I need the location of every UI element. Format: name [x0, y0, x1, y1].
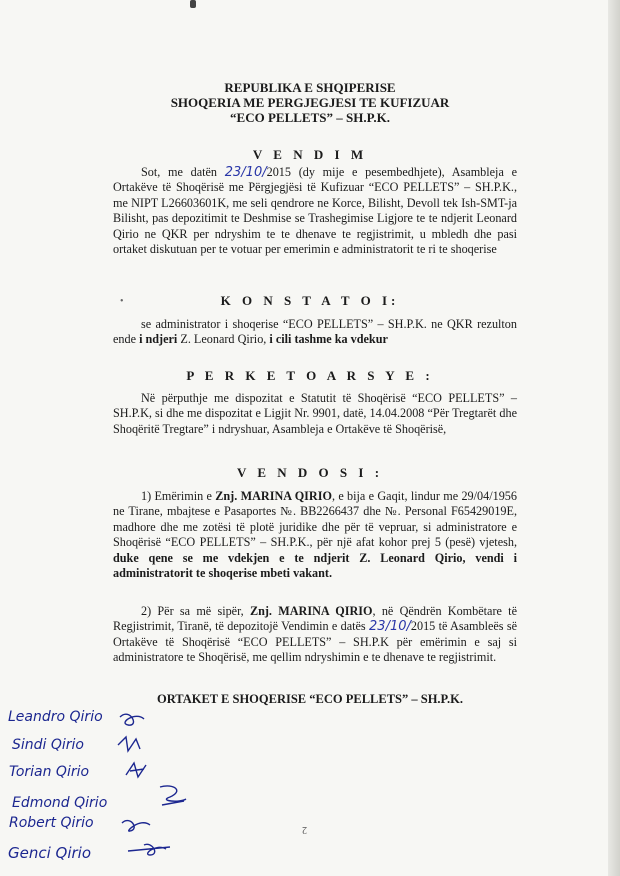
signature-genci: Genci Qirio: [8, 844, 92, 862]
vendosi-point-1: [113, 489, 517, 581]
scan-dot: •: [120, 296, 124, 307]
point1-text-a: 1) Emërimin e: [141, 489, 216, 503]
partners-heading: ORTAKET E SHOQERISE “ECO PELLETS” – SH.P.K.: [156, 692, 464, 706]
vendim-title: V E N D I M: [252, 147, 368, 162]
vendosi-title: V E N D O S I :: [236, 465, 384, 480]
konstatoi-bold-d: i cili tashme ka vdekur: [269, 332, 388, 347]
point1-bold: duke qene se me vdekjen e te ndjerit Z. Leonard Qirio, vendi i administratorit te shoqerise mbeti vakant.: [113, 550, 517, 581]
page-number: 2: [302, 824, 307, 835]
signature-torian: Torian Qirio: [9, 764, 90, 780]
vendim-text-b: 2015 (dy mije e pesembedhjete), Asambleja e Ortakëve të Shoqërisë me Përgjegjësi të Kufizuar “ECO PELLETS” – SH.P.K., me NIPT L26603601K, me seli qendrore ne Korce, Bilisht, Devoll tek Ish-SMT-ja Bilisht, pas depozitimit te Deshmise se Trashegimise Ligjore te te ndjerit Leonard Qirio ne QKR per ndryshim te te dhenave te regjistrimit, u mbledh dhe pasi ortaket diskutuan per te votuar per emerimin e administratorit te ri te shoqerise: [113, 165, 517, 257]
konstatoi-bold-a: i ndjeri: [139, 332, 178, 347]
signature-leandro: Leandro Qirio: [8, 709, 103, 725]
page-edge-shadow: [608, 0, 620, 876]
point2-text-b: , në Qëndrën Kombëtare të Regjistrimit, Tiranë, të depozitojë Vendimin e datës: [113, 604, 517, 634]
arsye-paragraph: [113, 391, 517, 437]
signature-edmond: Edmond Qirio: [12, 795, 108, 811]
vendim-paragraph: [113, 165, 517, 257]
handwritten-date: 23/10/: [224, 165, 267, 180]
konstatoi-paragraph: [113, 317, 517, 348]
vendosi-point-2: [113, 604, 517, 666]
signature-scribbles: [100, 705, 200, 865]
signature-sindi: Sindi Qirio: [12, 737, 84, 753]
point2-text-c: 2015 të Asambleës së Ortakëve të Shoqërisë “ECO PELLETS” – SH.P.K për emërimin e saj si administratore te Shoqërisë, me qellim ndryshimin e te dhenave te regjistrimit.: [113, 619, 518, 665]
point1-name: Znj. MARINA QIRIO: [215, 489, 332, 503]
vendim-text-a: Sot, me datën: [141, 165, 225, 179]
scan-mark: [190, 0, 196, 8]
point2-text-a: 2) Për sa më sipër,: [141, 604, 250, 618]
header-line-2: SHOQERIA ME PERGJEGJESI TE KUFIZUAR: [170, 95, 450, 110]
konstatoi-title: K O N S T A T O I:: [220, 293, 400, 308]
signature-robert: Robert Qirio: [9, 815, 94, 831]
arsye-text: Në përputhje me dispozitat e Statutit të Shoqërisë “ECO PELLETS” – SH.P.K, si dhe me dispozitat e Ligjit Nr. 9901, datë, 14.04.2008 “Për Tregtarët dhe Shoqëritë Tregtare” i ndryshuar, Asambleja e Ortakëve të Shoqërisë,: [113, 391, 517, 436]
point1-text-b: , e bija e Gaqit, lindur me 29/04/1956 ne Tirane, mbajtese e Pasaportes №. BB2266437 dhe №. Personal F65429019E, madhore dhe me zotësi të plotë juridike dhe për të vepruar, si administratore e Shoqërisë “ECO PELLETS” – SH.P.K., për një afat kohor prej 5 (pesë) vjetesh,: [113, 489, 517, 550]
konstatoi-text-a: se administrator i shoqerise “ECO PELLETS” – SH.P.K. ne QKR rezulton ende: [113, 317, 517, 347]
arsye-title: P E R K E T O A R S Y E :: [186, 368, 434, 383]
header-line-1: REPUBLIKA E SHQIPERISE: [224, 80, 396, 95]
point2-name: Znj. MARINA QIRIO: [249, 604, 373, 618]
konstatoi-text-c: Z. Leonard Qirio,: [177, 332, 270, 347]
handwritten-date-2: 23/10/: [369, 619, 411, 635]
header-line-3: “ECO PELLETS” – SH.P.K.: [230, 110, 390, 125]
